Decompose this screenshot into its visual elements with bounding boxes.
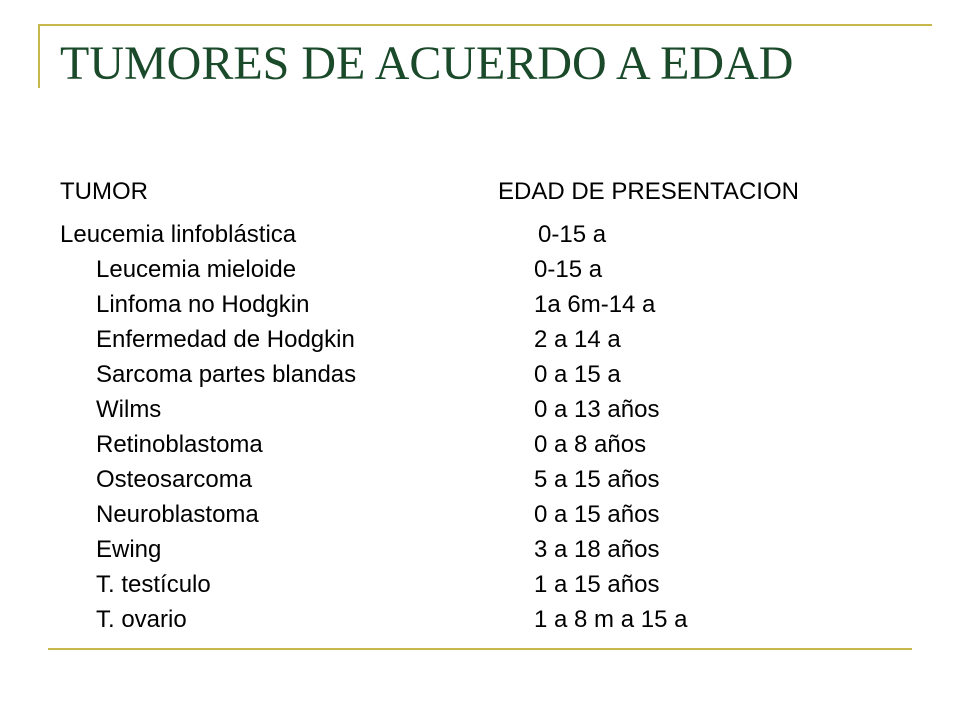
- tumor-name: T. testículo: [96, 571, 211, 598]
- tumor-name: Linfoma no Hodgkin: [96, 291, 310, 318]
- tumor-name: Wilms: [96, 396, 162, 423]
- tumor-age: 0-15 a: [538, 221, 607, 248]
- tumor-age: 0-15 a: [534, 256, 603, 283]
- tumor-name: Leucemia linfoblástica: [60, 221, 297, 248]
- tumor-name: Sarcoma partes blandas: [96, 361, 357, 388]
- tumor-name: Leucemia mieloide: [96, 256, 297, 283]
- tumor-age: 5 a 15 años: [534, 466, 660, 493]
- tumor-age: 1 a 8 m a 15 a: [534, 606, 688, 633]
- header-age: EDAD DE PRESENTACION: [498, 178, 799, 205]
- tumor-age: 0 a 15 años: [534, 501, 660, 528]
- tumor-name: Enfermedad de Hodgkin: [96, 326, 355, 353]
- tumor-name: T. ovario: [96, 606, 187, 633]
- header-tumor: TUMOR: [60, 178, 148, 205]
- tumor-name: Neuroblastoma: [96, 501, 259, 528]
- page-title: TUMORES DE ACUERDO A EDAD: [60, 37, 794, 90]
- tumor-age: 2 a 14 a: [534, 326, 621, 353]
- tumor-age: 0 a 8 años: [534, 431, 647, 458]
- left-rule: [38, 24, 40, 88]
- tumor-age: 1 a 15 años: [534, 571, 660, 598]
- tumor-age: 3 a 18 años: [534, 536, 660, 563]
- tumor-age: 0 a 15 a: [534, 361, 621, 388]
- tumor-name: Osteosarcoma: [96, 466, 253, 493]
- tumor-name: Ewing: [96, 536, 162, 563]
- tumor-name: Retinoblastoma: [96, 431, 263, 458]
- tumor-age: 0 a 13 años: [534, 396, 660, 423]
- top-rule: [38, 24, 932, 26]
- tumor-age: 1a 6m-14 a: [534, 291, 656, 318]
- bottom-rule: [48, 648, 912, 650]
